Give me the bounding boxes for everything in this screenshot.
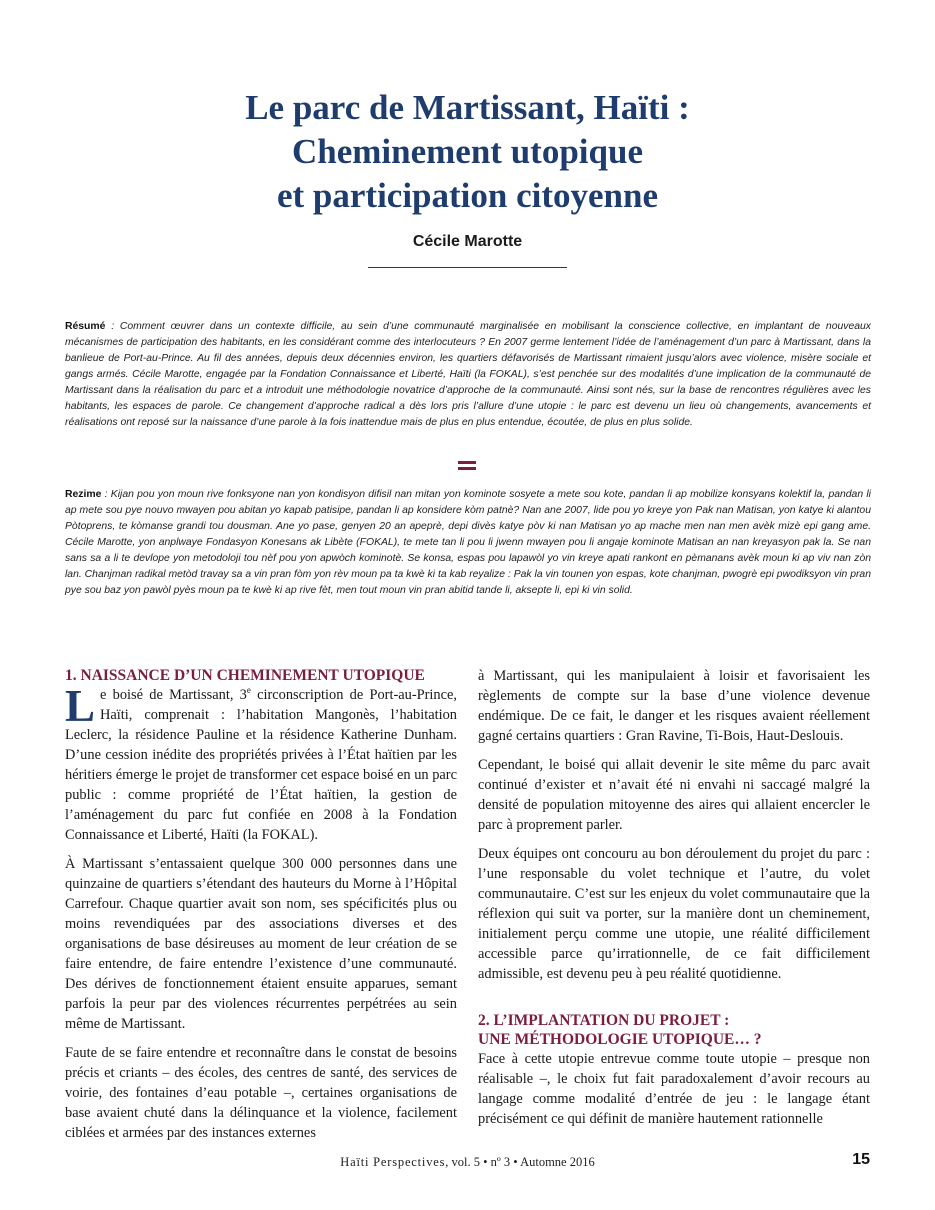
title-divider bbox=[368, 267, 567, 268]
article-title bbox=[0, 86, 935, 218]
issue-info: , vol. 5 • nº 3 • Automne 2016 bbox=[445, 1155, 595, 1169]
paragraph-text: e boisé de Martissant, 3 bbox=[100, 687, 247, 703]
journal-name: Haïti Perspectives bbox=[340, 1155, 446, 1169]
drop-cap: L bbox=[65, 681, 96, 731]
section-2-paragraph-1: Face à cette utopie entrevue comme toute utopie – presque non réalisable –, le choix fut fait paradoxalement d’avoir recours au langage comme modalité d’entrée de jeu : le langage étant précisément ce qui définit de manière hautement rationnelle bbox=[478, 1051, 870, 1127]
abstract-creole bbox=[65, 487, 871, 599]
abstract-french-text: : Comment œuvrer dans un contexte difficile, au sein d’une communauté marginalisée en mobilisant la conscience collective, en implantant de nouveaux mécanismes de participation des habitants, en les considérant comme des interlocuteurs ? En 2007 germe lentement l’idée de l’aménagement d’un parc à Martissant, dans la banlieue de Port-au-Prince. Au fil des années, depuis deux décennies environ, les quartiers défavorisés de Martissant rimaient jusqu’alors avec violence, misère sociale et gangs armés. Cécile Marotte, engagée par la Fondation Connaissance et Liberté, Haïti (la FOKAL), s’est penchée sur des modalités d’une implication de la communauté de Martissant dans la réalisation du parc et a introduit une méthodologie novatrice d’approche de la communauté. Ainsi sont nés, sur la base de rencontres régulières avec les habitants, les espaces de parole. Ce changement d’approche radical a dès lors pris l’allure d’une utopie : le parc est devenu un lieu où changements, avancements et réalisations ont reposé sur la naissance d’une parole à la fois inattendue mais de plus en plus entendue, écoutée, de plus en plus solide. bbox=[65, 321, 871, 428]
section-1-paragraph-6: Deux équipes ont concouru au bon déroulement du projet du parc : l’une responsable du volet technique et l’autre, du volet communautaire. C’est sur les enjeux du volet communautaire que la réflexion qui suit va porter, sur la manière dont un cheminement, initialement perçu comme une utopie, une réalité difficilement accessible parce qu’irrationnelle, de ce fait difficilement admissible, est devenu peu à peu réalité quotidienne. bbox=[478, 846, 870, 982]
section-1-paragraph-5: Cependant, le boisé qui allait devenir le site même du parc avait continué d’exister et n’avait été ni envahi ni saccagé malgré la densité de population mitoyenne des aires qui allaient encercler le parc à proprement parler. bbox=[478, 757, 870, 833]
page-number: 15 bbox=[852, 1151, 870, 1168]
abstract-french bbox=[65, 319, 871, 431]
section-1-paragraph-3: Faute de se faire entendre et reconnaître dans le constat de besoins précis et criants – des écoles, des centres de santé, des services de voirie, des fontaines d’eau potable –, certaines organisations de base avaient chuté dans la délinquance et la violence, facilement ciblées et armées par des instances externes bbox=[65, 1045, 457, 1141]
body-column-right bbox=[478, 666, 870, 1138]
body-column-left bbox=[65, 666, 457, 1152]
page-footer bbox=[0, 1155, 935, 1170]
abstract-creole-label: Rezime bbox=[65, 489, 102, 500]
section-1-paragraph-1 bbox=[65, 681, 457, 845]
paragraph-text: circonscription de Port-au-Prince, Haïti, comprenait : l’habitation Mangonès, l’habitation Leclerc, la résidence Pauline et la résidence Katherine Dunham. D’une cession inédite des propriétés privées à l’État haïtien par les héritiers émerge le projet de transformer cet espace boisé en un parc public : comme propriété de l’État haïtien, la gestion de l’aménagement du parc fut confiée en 2008 à la Fondation Connaissance et Liberté, Haïti (la FOKAL). bbox=[65, 687, 457, 843]
title-line-3: et participation citoyenne bbox=[276, 176, 659, 215]
section-1-heading: 1. NAISSANCE D’UN CHEMINEMENT UTOPIQUE bbox=[65, 667, 425, 684]
menu-separator-icon bbox=[458, 461, 476, 477]
title-line-2: Cheminement utopique bbox=[292, 132, 643, 171]
section-2-heading-line-2: UNE MÉTHODOLOGIE UTOPIQUE… ? bbox=[478, 1031, 762, 1048]
section-1-paragraph-2: À Martissant s’entassaient quelque 300 000 personnes dans une quinzaine de quartiers s’étendant des hauteurs du Morne à l’Hôpital Carrefour. Chaque quartier avait son nom, ses spécificités plus ou moins revendiquées par des associations diverses et des organisations de base désireuses au moment de leur création de se faire entendre, de faire entendre l’existence d’une communauté. Des dérives de fonctionnement étaient ensuite apparues, semant parfois la peur par des violences récurrentes perpétrées au sein même de Martissant. bbox=[65, 856, 457, 1032]
ordinal-superscript: e bbox=[246, 685, 251, 696]
author-name: Cécile Marotte bbox=[412, 233, 523, 250]
abstract-creole-text: : Kijan pou yon moun rive fonksyone nan yon kondisyon difisil nan mitan yon kominote sosyete a mete sou kote, pandan li ap mobilize konsyans kolektif la, pandan li ap mete sou pye nouvo mwayen pou abitan yo kapab patisipe, pandan li ap konsidere kòm patnè? Nan ane 2007, lide pou yo kreye yon Pak nan Matisan, yon katye ki alantou Pòtoprens, te kòmanse grandi tou dousman. Ane yo pase, genyen 20 an apeprè, depi divès katye pòv ki nan Matisan yo ap mache men nan men avèk mizè epi gang ame. Cécile Marotte, yon anplwaye Fondasyon Konesans ak Libète (FOKAL), te mete tan li pou li jwenn mwayen pou li angaje kominote Matisan an nan kreyasyon pak la. Se nan sans sa a li te devlope yon metodoloji tou nèf pou yon apwòch kominotè. Se konsa, espas pou lapawòl yo vin kreye apati rankont en pèmanans avèk moun ki ap viv nan zòn lan. Chanjman radikal metòd travay sa a vin pran fòm yon rèv moun pa ta kwè ki ta kab reyalize : Pak la vin tounen yon espas, kote chanjman, pwogrè epi pwodiksyon vin pran pye sou baz yon pawòl pyès moun pa te kwè ki ap rive fèt, men tout moun vin pran abitid tande li, aksepte li, epi ki vin solid. bbox=[65, 489, 871, 596]
abstract-french-label: Résumé bbox=[65, 321, 106, 332]
section-1-paragraph-4: à Martissant, qui les manipulaient à loisir et favorisaient les règlements de compte sur la base d’une violence devenue endémique. De ce fait, le danger et les risques avaient réellement gagné certains quartiers : Gran Ravine, Ti-Bois, Haut-Deslouis. bbox=[478, 668, 870, 744]
section-2-heading-line-1: 2. L’IMPLANTATION DU PROJET : bbox=[478, 1012, 730, 1029]
title-line-1: Le parc de Martissant, Haïti : bbox=[245, 88, 690, 127]
section-2-heading bbox=[478, 1011, 870, 1049]
